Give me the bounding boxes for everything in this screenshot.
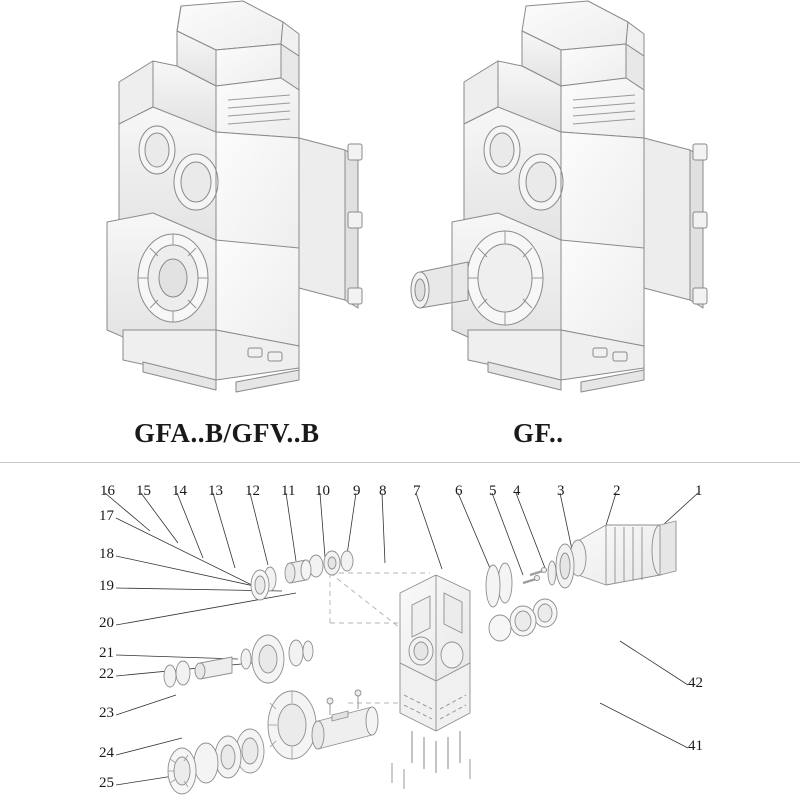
callout-8: 8 bbox=[379, 483, 387, 499]
figure-caption-left: GFA..B/GFV..B bbox=[134, 418, 320, 448]
callout-5: 5 bbox=[489, 483, 497, 499]
callout-16: 16 bbox=[100, 483, 115, 499]
callout-10: 10 bbox=[315, 483, 330, 499]
callout-20: 20 bbox=[99, 615, 114, 631]
callout-2: 2 bbox=[613, 483, 621, 499]
callout-12: 12 bbox=[245, 483, 260, 499]
callout-18: 18 bbox=[99, 546, 114, 562]
callout-14: 14 bbox=[172, 483, 187, 499]
callout-13: 13 bbox=[208, 483, 223, 499]
callout-22: 22 bbox=[99, 666, 114, 682]
exploded-view bbox=[0, 463, 800, 800]
figure-caption-right: GF.. bbox=[513, 418, 564, 448]
callout-23: 23 bbox=[99, 705, 114, 721]
callout-41: 41 bbox=[688, 738, 703, 754]
callout-19: 19 bbox=[99, 578, 114, 594]
exploded-view-svg bbox=[0, 463, 800, 800]
callout-25: 25 bbox=[99, 775, 114, 791]
callout-21: 21 bbox=[99, 645, 114, 661]
callout-15: 15 bbox=[136, 483, 151, 499]
callout-1: 1 bbox=[695, 483, 703, 499]
callout-4: 4 bbox=[513, 483, 521, 499]
callout-24: 24 bbox=[99, 745, 114, 761]
figure-gfab-gfvb bbox=[107, 1, 362, 392]
callout-42: 42 bbox=[688, 675, 703, 691]
callout-3: 3 bbox=[557, 483, 565, 499]
callout-7: 7 bbox=[413, 483, 421, 499]
callout-17: 17 bbox=[99, 508, 114, 524]
callout-11: 11 bbox=[281, 483, 296, 499]
callout-9: 9 bbox=[353, 483, 361, 499]
callout-6: 6 bbox=[455, 483, 463, 499]
figure-gf bbox=[411, 1, 707, 392]
